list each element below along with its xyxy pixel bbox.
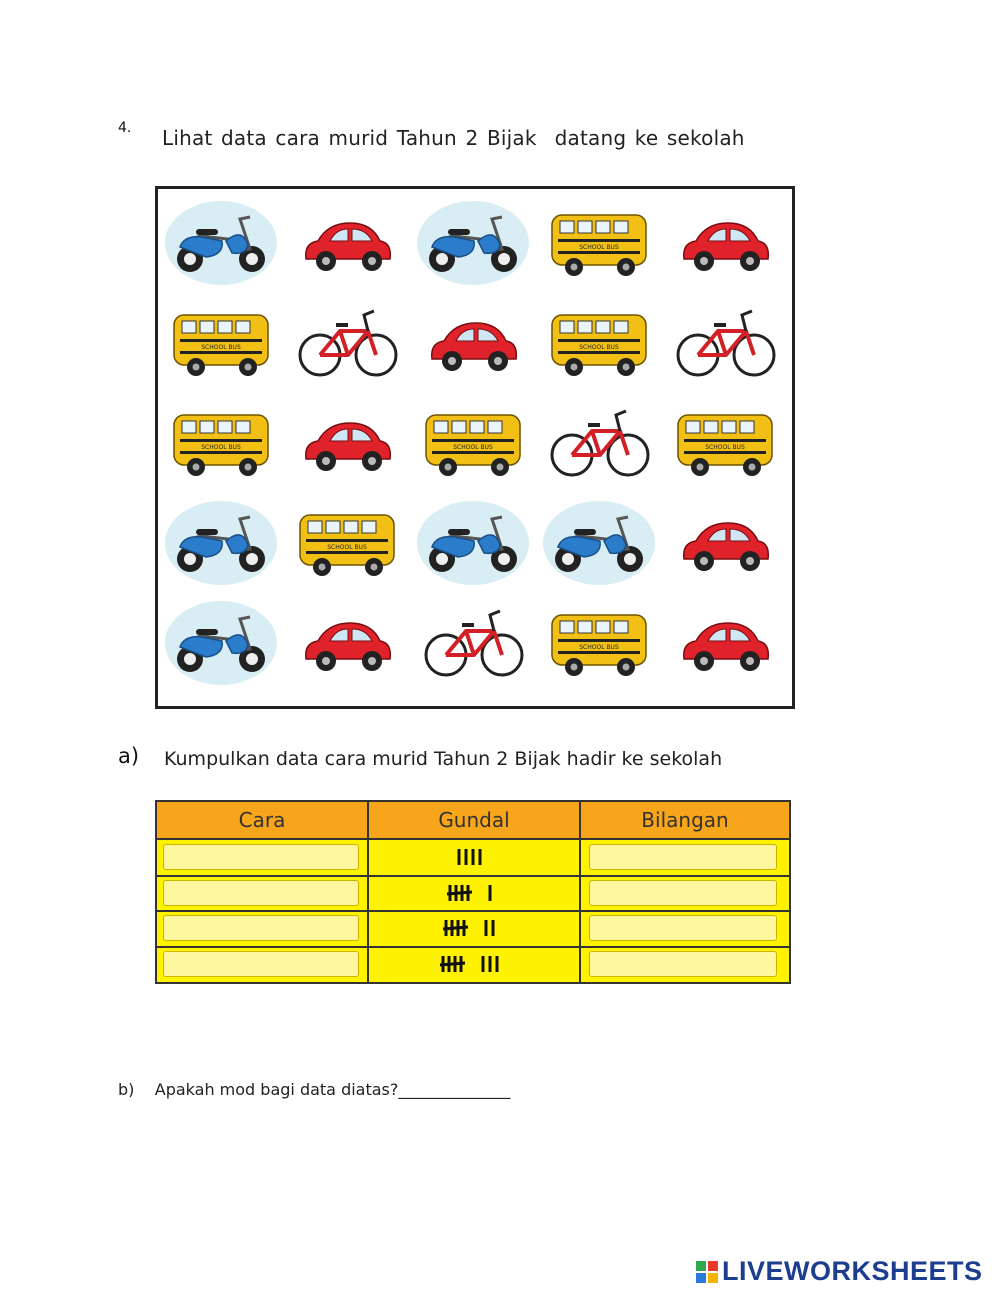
part-b-question xyxy=(118,1080,510,1099)
school-bus-icon xyxy=(666,397,784,489)
header-gundal: Gundal xyxy=(438,808,510,832)
svg-text:SCHOOL BUS: SCHOOL BUS xyxy=(705,444,745,451)
question-title-part2: datang ke sekolah xyxy=(554,126,745,150)
cara-answer-input[interactable] xyxy=(163,915,359,941)
picture-bus xyxy=(540,597,658,689)
svg-text:SCHOOL BUS: SCHOOL BUS xyxy=(453,444,493,451)
bicycle-icon xyxy=(288,297,406,389)
picture-car xyxy=(288,197,406,289)
tally-cell xyxy=(393,917,553,939)
picture-motorcycle xyxy=(162,497,280,589)
bilangan-answer-input[interactable] xyxy=(589,844,777,870)
tally-cell xyxy=(393,953,553,975)
bicycle-icon xyxy=(666,297,784,389)
tally-cell xyxy=(393,846,553,868)
car-icon xyxy=(666,597,784,689)
picture-bicycle xyxy=(666,297,784,389)
question-number: 4. xyxy=(118,120,132,136)
picture-car xyxy=(288,597,406,689)
tally-marks xyxy=(442,917,504,939)
column-divider xyxy=(579,802,581,982)
bilangan-answer-input[interactable] xyxy=(589,880,777,906)
bilangan-answer-input[interactable] xyxy=(589,951,777,977)
brand-text: LIVEWORKSHEETS xyxy=(722,1256,983,1286)
part-b-text: Apakah mod bagi data diatas?______________ xyxy=(154,1080,511,1099)
column-divider xyxy=(367,802,369,982)
picture-motorcycle xyxy=(414,497,532,589)
school-bus-icon xyxy=(540,597,658,689)
row-divider xyxy=(157,910,789,912)
picture-motorcycle xyxy=(162,597,280,689)
motorcycle-icon xyxy=(162,597,280,689)
part-a-label: a) xyxy=(118,744,140,768)
svg-text:SCHOOL BUS: SCHOOL BUS xyxy=(579,344,619,351)
picture-bicycle xyxy=(540,397,658,489)
picture-car xyxy=(666,497,784,589)
school-bus-icon xyxy=(540,197,658,289)
picture-car xyxy=(288,397,406,489)
car-icon xyxy=(288,197,406,289)
row-divider xyxy=(157,946,789,948)
motorcycle-icon xyxy=(540,497,658,589)
picture-motorcycle xyxy=(540,497,658,589)
school-bus-icon xyxy=(288,497,406,589)
svg-text:SCHOOL BUS: SCHOOL BUS xyxy=(201,344,241,351)
svg-text:SCHOOL BUS: SCHOOL BUS xyxy=(579,244,619,251)
cara-answer-input[interactable] xyxy=(163,844,359,870)
picture-bus xyxy=(540,297,658,389)
part-a-instruction: Kumpulkan data cara murid Tahun 2 Bijak hadir ke sekolah xyxy=(164,748,723,770)
picture-bus xyxy=(288,497,406,589)
picture-bicycle xyxy=(414,597,532,689)
picture-car xyxy=(414,297,532,389)
question-title xyxy=(162,126,745,150)
transport-picture-grid xyxy=(155,186,795,709)
picture-motorcycle xyxy=(162,197,280,289)
bicycle-icon xyxy=(540,397,658,489)
part-b-label: b) xyxy=(118,1080,135,1099)
svg-text:SCHOOL BUS: SCHOOL BUS xyxy=(201,444,241,451)
picture-motorcycle xyxy=(414,197,532,289)
motorcycle-icon xyxy=(414,497,532,589)
table-header-row xyxy=(157,802,789,840)
tally-marks xyxy=(455,846,491,868)
picture-bus xyxy=(162,297,280,389)
picture-car xyxy=(666,597,784,689)
tally-table xyxy=(155,800,791,984)
picture-bus xyxy=(414,397,532,489)
motorcycle-icon xyxy=(414,197,532,289)
row-divider xyxy=(157,875,789,877)
tally-cell xyxy=(393,882,553,904)
header-bilangan: Bilangan xyxy=(641,808,729,832)
liveworksheets-logo-icon xyxy=(696,1261,718,1283)
svg-text:SCHOOL BUS: SCHOOL BUS xyxy=(579,644,619,651)
tally-marks xyxy=(439,953,508,975)
bilangan-answer-input[interactable] xyxy=(589,915,777,941)
car-icon xyxy=(414,297,532,389)
bicycle-icon xyxy=(414,597,532,689)
cara-answer-input[interactable] xyxy=(163,951,359,977)
motorcycle-icon xyxy=(162,197,280,289)
school-bus-icon xyxy=(414,397,532,489)
school-bus-icon xyxy=(162,397,280,489)
header-cara: Cara xyxy=(238,808,286,832)
motorcycle-icon xyxy=(162,497,280,589)
svg-text:SCHOOL BUS: SCHOOL BUS xyxy=(327,544,367,551)
picture-car xyxy=(666,197,784,289)
car-icon xyxy=(288,397,406,489)
cara-answer-input[interactable] xyxy=(163,880,359,906)
brand xyxy=(696,1256,983,1287)
picture-bus xyxy=(666,397,784,489)
picture-bicycle xyxy=(288,297,406,389)
picture-bus xyxy=(162,397,280,489)
school-bus-icon xyxy=(162,297,280,389)
car-icon xyxy=(666,197,784,289)
school-bus-icon xyxy=(540,297,658,389)
question-title-part1: Lihat data cara murid Tahun 2 Bijak xyxy=(162,126,537,150)
car-icon xyxy=(288,597,406,689)
picture-bus xyxy=(540,197,658,289)
car-icon xyxy=(666,497,784,589)
tally-marks xyxy=(446,882,501,904)
